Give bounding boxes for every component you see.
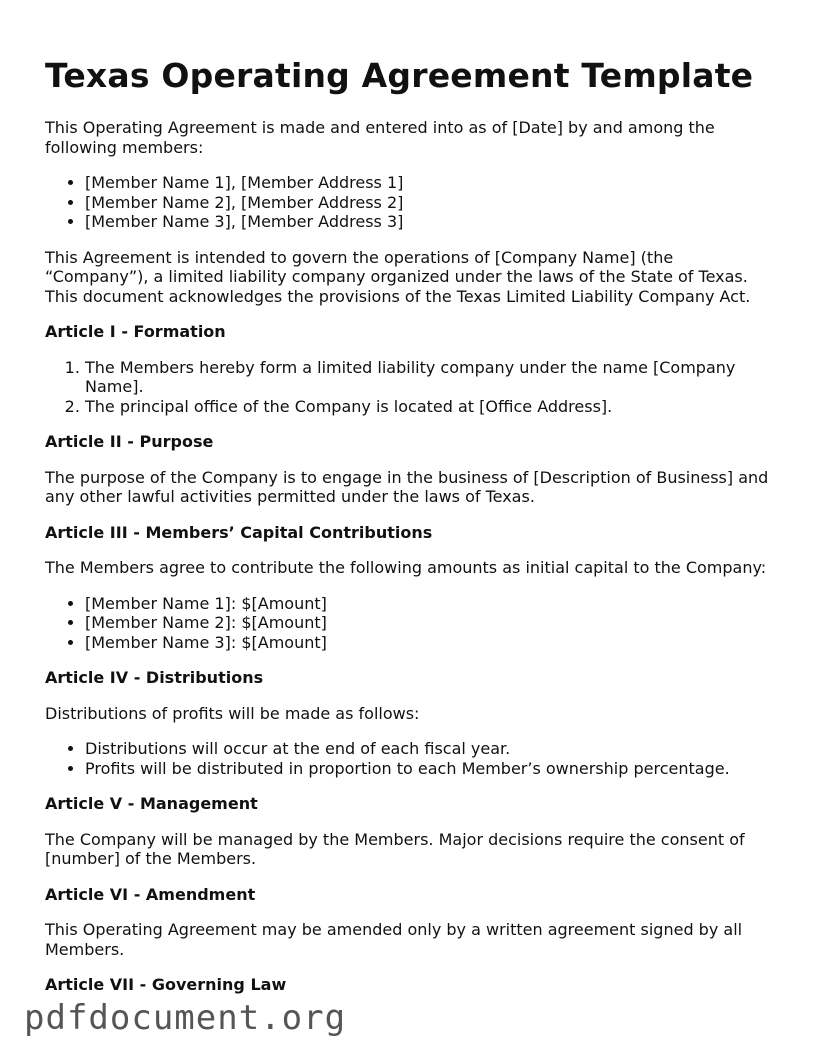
list-item: • [Member Name 3], [Member Address 3] <box>85 212 780 232</box>
document-body <box>45 118 780 1011</box>
list-item: • [Member Name 2], [Member Address 2] <box>85 193 780 213</box>
article-purpose-heading: Article II - Purpose <box>45 432 214 451</box>
list-item: 2. The principal office of the Company is located at [Office Address]. <box>85 397 780 417</box>
list-item: • Distributions will occur at the end of each fiscal year. <box>85 739 780 759</box>
list-item: • [Member Name 1]: $[Amount] <box>85 594 780 614</box>
distributions-list <box>45 739 780 778</box>
article-governing-law-heading: Article VII - Governing Law <box>45 975 287 994</box>
article-amendment-heading: Article VI - Amendment <box>45 884 256 904</box>
purpose-paragraph: The purpose of the Company is to engage in the business of [Description of Business] and any other lawful activities permitted under the laws of Texas. <box>45 467 769 506</box>
watermark: pdfdocument.org <box>24 998 347 1038</box>
page-title: Texas Operating Agreement Template <box>45 56 754 95</box>
list-item: • [Member Name 2]: $[Amount] <box>85 613 780 633</box>
list-item: • Profits will be distributed in proportion to each Member’s ownership percentage. <box>85 759 780 779</box>
article-distributions-heading: Article IV - Distributions <box>45 668 264 687</box>
list-item: • [Member Name 3]: $[Amount] <box>85 633 780 653</box>
capital-paragraph: The Members agree to contribute the following amounts as initial capital to the Company: <box>45 558 767 577</box>
governance-paragraph: This Agreement is intended to govern the operations of [Company Name] (the “Company”), a limited liability company organized under the laws of the State of Texas. This document acknowledges the provisions of the Texas Limited Liability Company Act. <box>45 247 751 306</box>
list-item: 1. The Members hereby form a limited liability company under the name [Company Name]. <box>85 358 780 397</box>
article-capital-heading: Article III - Members’ Capital Contributions <box>45 522 433 542</box>
article-formation-heading: Article I - Formation <box>45 322 226 341</box>
intro-paragraph: This Operating Agreement is made and entered into as of [Date] by and among the following members: <box>45 118 715 157</box>
formation-list <box>45 358 780 417</box>
capital-list <box>45 594 780 653</box>
amendment-paragraph: This Operating Agreement may be amended only by a written agreement signed by all Members. <box>45 920 743 959</box>
distributions-paragraph: Distributions of profits will be made as follows: <box>45 703 420 723</box>
list-item: • [Member Name 1], [Member Address 1] <box>85 173 780 193</box>
members-list <box>45 173 780 232</box>
article-management-heading: Article V - Management <box>45 794 258 813</box>
management-paragraph: The Company will be managed by the Members. Major decisions require the consent of [number] of the Members. <box>45 829 745 868</box>
